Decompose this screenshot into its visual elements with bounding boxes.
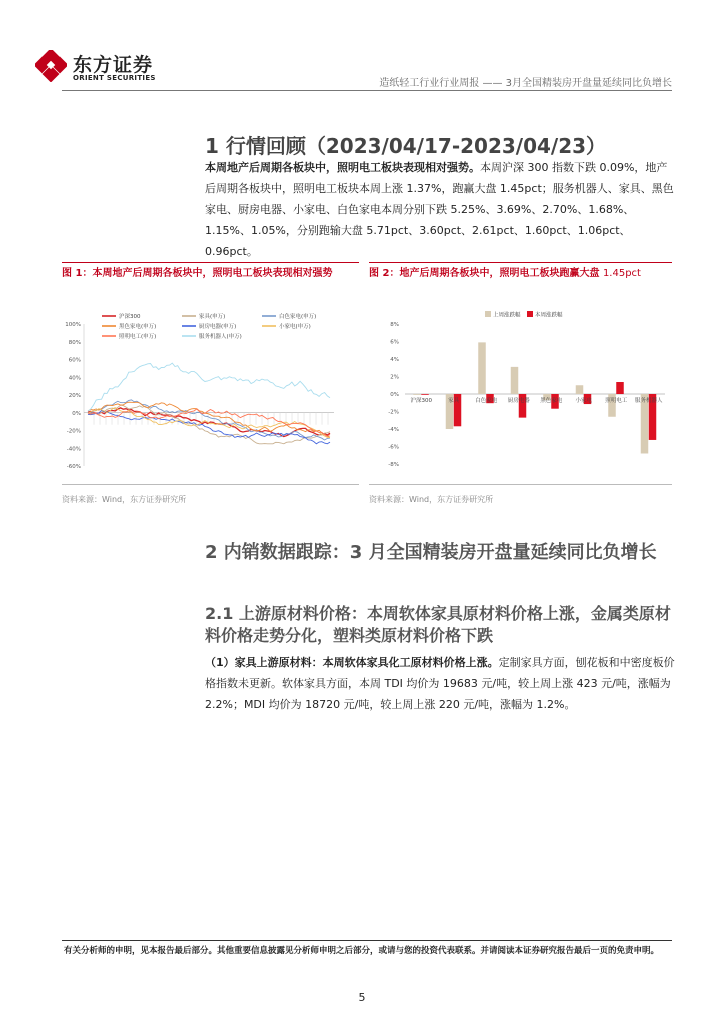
legend-swatch xyxy=(527,311,533,317)
y-tick-label: 0% xyxy=(72,410,81,417)
figure1-caption-label: 图 1： xyxy=(62,268,93,279)
section2-subtitle: 2.1 上游原材料价格：本周软体家具原材料价格上涨，金属类原材料价格走势分化，塑料类原材料价格下跌 xyxy=(205,604,671,645)
orient-securities-logo-icon xyxy=(35,50,67,82)
y-tick-label: -4% xyxy=(388,427,399,433)
y-tick-label: 100% xyxy=(65,322,81,328)
bar xyxy=(421,394,429,395)
category-label: 白色家电 xyxy=(475,398,498,404)
category-label: 照明电工 xyxy=(605,398,628,404)
line-chart xyxy=(62,308,359,473)
figure1-bottom-rule xyxy=(62,484,359,485)
legend-label: 家具(申万) xyxy=(199,314,226,320)
figure2-top-rule xyxy=(369,262,672,263)
section2-lead: （1）家具上游原材料：本周软体家具化工原材料价格上涨。 xyxy=(205,656,499,669)
logo-text-en: ORIENT SECURITIES xyxy=(73,74,156,82)
y-tick-label: -60% xyxy=(66,464,81,470)
figure1-caption-text: 本周地产后周期各板块中，照明电工板块表现相对强势 xyxy=(92,268,333,279)
logo-text-cn: 东方证券 xyxy=(73,54,154,76)
y-tick-label: 20% xyxy=(68,393,81,399)
section1-paragraph xyxy=(205,157,675,262)
figure2-caption-label: 图 2： xyxy=(369,268,400,279)
figure2-source: 资料来源：Wind，东方证券研究所 xyxy=(369,495,494,504)
figure1-caption xyxy=(62,265,357,282)
section1-lead: 本周地产后周期各板块中，照明电工板块表现相对强势。 xyxy=(205,161,480,174)
y-tick-label: 6% xyxy=(390,339,399,346)
section2-body: 定制家具方面，刨花板和中密度板价格指数未更新。软体家具方面，本周 TDI 均价为 19683 元/吨，较上周上涨 423 元/吨，涨幅为 2.2%；MDI 均价为 18720 元/吨，较上周上涨 220 元/吨，涨幅为 1.2%。 xyxy=(205,656,675,711)
figure1-top-rule xyxy=(62,262,359,263)
y-tick-label: -40% xyxy=(66,446,81,453)
bar-chart xyxy=(369,300,672,478)
footer-disclaimer: 有关分析师的申明，见本报告最后部分。其他重要信息披露见分析师申明之后部分，或请与您的投资代表联系。并请阅读本证券研究报告最后一页的免责申明。 xyxy=(64,946,660,956)
legend-label: 厨房电器(申万) xyxy=(199,324,237,330)
legend-label: 白色家电(申万) xyxy=(279,314,317,320)
section1-title: 1 行情回顾（2023/04/17-2023/04/23） xyxy=(205,134,607,158)
section2-title: 2 内销数据跟踪：3 月全国精装房开盘量延续同比负增长 xyxy=(205,542,657,563)
legend-label: 小家电(申万) xyxy=(279,324,311,330)
footer-divider xyxy=(62,940,672,941)
category-label: 小家电 xyxy=(575,398,593,404)
figure1-source: 资料来源：Wind，东方证券研究所 xyxy=(62,495,187,504)
y-tick-label: -6% xyxy=(388,444,399,451)
legend-label: 本周涨跌幅 xyxy=(535,312,563,319)
y-tick-label: -2% xyxy=(388,409,399,416)
y-tick-label: 4% xyxy=(390,357,399,363)
bar xyxy=(478,342,486,394)
y-tick-label: -8% xyxy=(388,462,399,468)
category-label: 家具 xyxy=(448,398,460,404)
y-tick-label: 0% xyxy=(390,392,399,398)
y-tick-label: 2% xyxy=(390,374,399,381)
legend-swatch xyxy=(485,311,491,317)
legend-label: 照明电工(申万) xyxy=(119,334,157,340)
section2-paragraph xyxy=(205,652,675,715)
y-tick-label: 60% xyxy=(68,357,81,364)
category-label: 沪深300 xyxy=(410,398,432,404)
category-label: 厨房电器 xyxy=(507,398,530,404)
y-tick-label: 40% xyxy=(68,375,81,382)
legend-label: 上周涨跌幅 xyxy=(493,312,521,319)
category-label: 黑色家电 xyxy=(540,398,563,404)
bar xyxy=(616,382,624,394)
legend-label: 服务机器人(申万) xyxy=(199,334,242,340)
legend-label: 沪深300 xyxy=(119,314,141,320)
category-label: 服务机器人 xyxy=(634,398,663,404)
legend-label: 黑色家电(申万) xyxy=(119,324,157,330)
section1-body: 本周沪深 300 指数下跌 0.09%，地产后周期各板块中，照明电工板块本周上涨 1.37%，跑赢大盘 1.45pct；服务机器人、家具、黑色家电、厨房电器、小家电、白色家电本周分别下跌 5.25%、3.69%、2.70%、1.68%、1.15%、1.05%，分别跑输大盘 5.71pct、3.60pct、2.61pct、1.60pct、1.06pct、0.96pct。 xyxy=(205,161,674,258)
bar xyxy=(511,367,519,394)
figure2-caption-number: 1.45pct xyxy=(602,268,641,279)
bar xyxy=(413,394,421,395)
figure2-bottom-rule xyxy=(369,484,672,485)
page-number: 5 xyxy=(358,991,366,1004)
bar xyxy=(576,385,584,394)
header-divider xyxy=(62,90,672,91)
y-tick-label: 80% xyxy=(68,339,81,346)
y-tick-label: 8% xyxy=(390,322,399,328)
y-tick-label: -20% xyxy=(66,428,81,435)
figure2-caption xyxy=(369,265,672,282)
series-line xyxy=(88,410,330,443)
figure2-caption-text: 地产后周期各板块中，照明电工板块跑赢大盘 xyxy=(399,268,600,279)
report-title: 造纸轻工行业行业周报 —— 3月全国精装房开盘量延续同比负增长 xyxy=(379,78,672,89)
